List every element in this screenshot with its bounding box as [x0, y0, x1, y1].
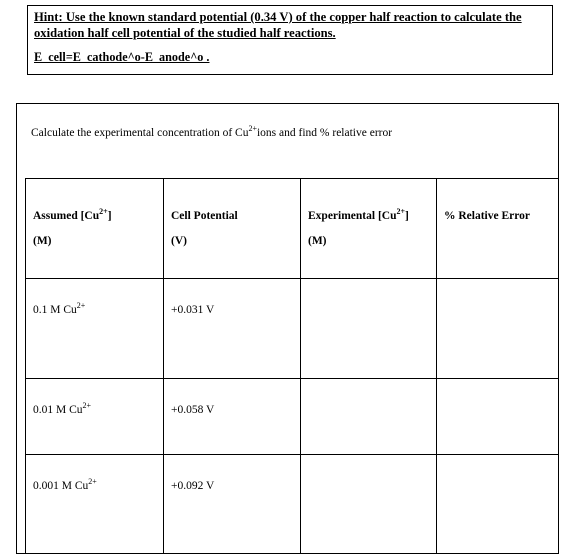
cell-relative-error[interactable]	[437, 379, 559, 455]
header-experimental-concentration: Experimental $[Cu^{2+}]$ (M)	[301, 179, 437, 279]
hint-formula: E_cell=E_cathode^o-E_anode^o .	[34, 50, 210, 64]
cell-potential: +0.031 V	[164, 279, 301, 379]
cell-experimental[interactable]	[301, 455, 437, 554]
table-row	[26, 379, 559, 455]
header-assumed-concentration: Assumed $[Cu^{2+}]$ (M)	[26, 179, 164, 279]
cell-assumed: 0.01 M $Cu^{2+}$	[26, 379, 164, 455]
table-row	[26, 455, 559, 554]
cell-potential: +0.092 V	[164, 455, 301, 554]
hint-box	[27, 5, 553, 75]
header-relative-error: % Relative Error	[437, 179, 559, 279]
hint-line-2: oxidation half cell potential of the studied half reactions.	[34, 26, 336, 40]
cell-relative-error[interactable]	[437, 279, 559, 379]
question-instruction: Calculate the experimental concentration of $Cu^{2+}ions$ and find % relative error	[31, 124, 393, 139]
cell-assumed: 0.001 M $Cu^{2+}$	[26, 455, 164, 554]
cell-assumed: 0.1 M $Cu^{2+}$	[26, 279, 164, 379]
cell-experimental[interactable]	[301, 379, 437, 455]
header-cell-potential: Cell Potential (V)	[164, 179, 301, 279]
table-row	[26, 279, 559, 379]
cell-experimental[interactable]	[301, 279, 437, 379]
cell-relative-error[interactable]	[437, 455, 559, 554]
table-header-row	[26, 179, 559, 279]
question-box	[16, 103, 559, 554]
cell-potential: +0.058 V	[164, 379, 301, 455]
hint-line-1: Hint: Use the known standard potential (0.34 V) of the copper half reaction to calculate the	[34, 10, 522, 24]
results-table	[25, 178, 559, 554]
